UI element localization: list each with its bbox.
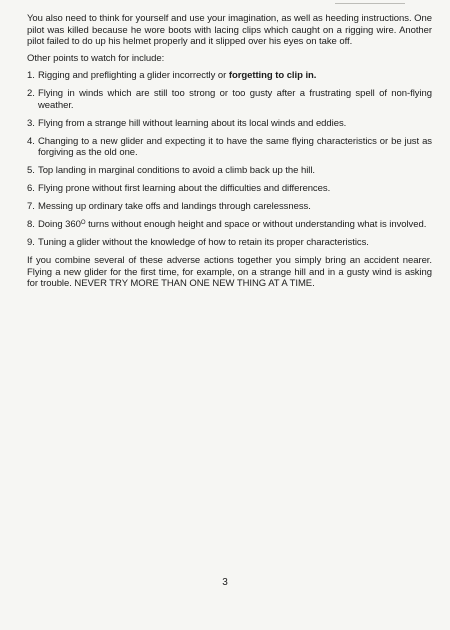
- page-number: 3: [222, 577, 228, 588]
- item-text: Changing to a new glider and expecting it to have the same flying characteristics or be just as forgiving as the old one.: [38, 135, 432, 158]
- list-item: [27, 219, 432, 231]
- item-text: Messing up ordinary take offs and landings through carelessness.: [38, 201, 311, 212]
- closing-paragraph: If you combine several of these adverse actions together you simply bring an accident nearer. Flying a new glider for the first time, for example, on a strange hill and in a gusty wind is asking for trouble. NEVER TRY MORE THAN ONE NEW THING AT A TIME.: [27, 255, 432, 289]
- item-text: Top landing in marginal conditions to avoid a climb back up the hill.: [38, 165, 315, 176]
- item-number: 1.: [27, 70, 35, 81]
- list-item: [27, 88, 432, 111]
- list-heading: Other points to watch for include:: [27, 52, 165, 64]
- list-item: [27, 201, 432, 213]
- list-item: [27, 237, 432, 249]
- item-number: 4.: [27, 135, 35, 147]
- item-number: 9.: [27, 237, 35, 248]
- item-text: [38, 70, 432, 82]
- item-number: 5.: [27, 165, 35, 176]
- intro-paragraph: You also need to think for yourself and use your imagination, as well as heeding instructions. One pilot was killed because he wore boots with lacing clips which caught on a rigging wire. Another pilot failed to do up his helmet properly and it slipped over his eyes on take off.: [27, 13, 432, 47]
- degree-superscript: O: [80, 220, 86, 226]
- item-number: 6.: [27, 183, 35, 194]
- page-edge-line: [335, 3, 405, 4]
- item-text: Flying prone without first learning about the difficulties and differences.: [38, 183, 331, 194]
- list-item: [27, 136, 432, 159]
- body-text: [27, 13, 432, 290]
- item-text-part: turns without enough height and space or without understanding what is involved.: [85, 219, 427, 230]
- item-number: 8.: [27, 219, 35, 230]
- item-text-bold: forgetting to clip in.: [228, 70, 317, 81]
- item-number: 7.: [27, 201, 35, 212]
- points-list: [27, 70, 432, 249]
- item-text: Tuning a glider without the knowledge of how to retain its proper characteristics.: [38, 237, 369, 248]
- item-text: Flying from a strange hill without learning about its local winds and eddies.: [38, 117, 347, 129]
- list-item: [27, 183, 432, 195]
- item-number: 2.: [27, 88, 35, 99]
- item-text-part: Doing 360: [38, 219, 81, 230]
- list-item: [27, 70, 432, 82]
- list-item: [27, 165, 432, 177]
- item-text: [38, 219, 432, 231]
- list-item: [27, 118, 432, 130]
- item-text: Flying in winds which are still too strong or too gusty after a frustrating spell of non-flying weather.: [38, 88, 432, 111]
- item-number: 3.: [27, 117, 35, 129]
- item-text-regular: Rigging and preflighting a glider incorrectly or: [38, 70, 229, 81]
